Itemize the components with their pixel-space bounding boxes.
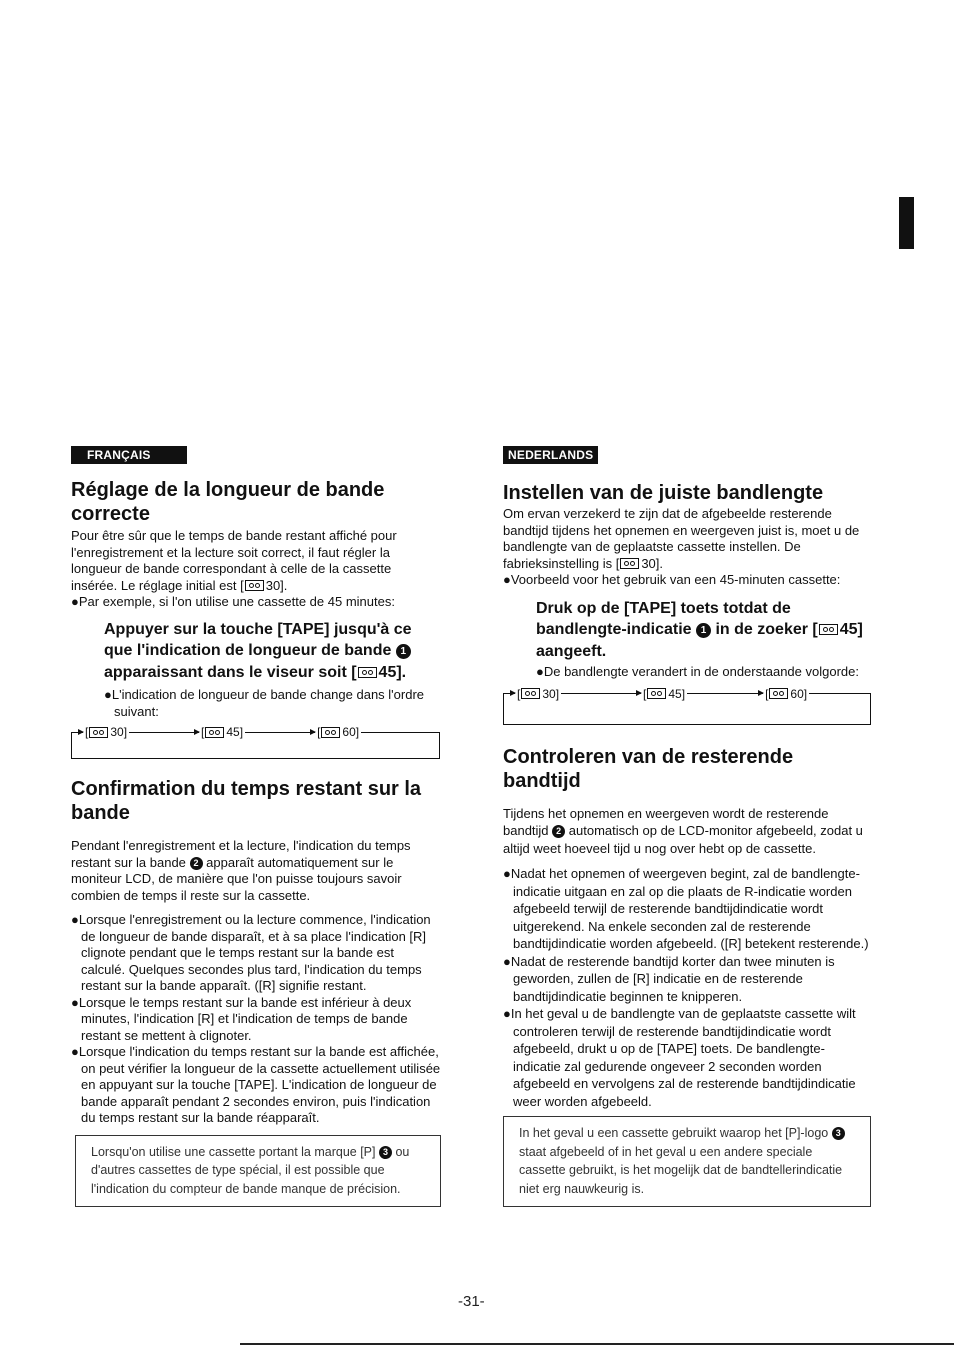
section-title-remaining-time: Confirmation du temps restant sur la bande	[71, 778, 422, 824]
step-instruction: Druk op de [TAPE] toets totdat de bandlengte-indicatie 1 in de zoeker [ 45] aangeeft.	[536, 599, 863, 660]
cassette-tape-icon	[358, 667, 377, 678]
precision-note-box: Lorsqu'on utilise une cassette portant la marque [P] 3 ou d'autres cassettes de type spécial, il est possible que l'indication du compteur de bande manque de précision.	[75, 1135, 441, 1208]
example-text: ●Par exemple, si l'on utilise une cassette de 45 minutes:	[71, 594, 395, 609]
section-tab-marker	[899, 197, 914, 249]
cassette-tape-icon	[321, 727, 340, 738]
precision-note-box: In het geval u een cassette gebruikt waarop het [P]-logo 3 staat afgebeeld of in het geval u een andere speciale cassette gebruikt, is het mogelijk dat de bandtellerindicatie niet erg nauwkeurig is.	[503, 1116, 871, 1207]
cassette-tape-icon	[647, 688, 666, 699]
cassette-tape-icon	[620, 558, 639, 569]
list-item: ●Lorsque le temps restant sur la bande est inférieur à deux minutes, l'indication [R] et l'indication de temps de bande restant se mettent à clignoter.	[71, 994, 412, 1043]
page-number: -31-	[458, 1293, 485, 1310]
intro-paragraph: Om ervan verzekerd te zijn dat de afgebeelde resterende bandtijd tijdens het opnemen en weergeven juist is, moet u de bandlengte van de geplaatste cassette instellen. De fabrieksinstelling is [ 30].	[503, 506, 860, 571]
section-title-tape-length: Réglage de la longueur de bande correcte	[71, 479, 385, 525]
section-title-tape-length: Instellen van de juiste bandlengte	[503, 482, 824, 504]
cassette-tape-icon	[521, 688, 540, 699]
remaining-time-bullets	[503, 865, 871, 1110]
cassette-tape-icon	[245, 580, 264, 591]
circled-number-icon: 2	[552, 825, 565, 838]
remaining-time-intro: Tijdens het opnemen en weergeven wordt de resterende bandtijd 2 automatisch op de LCD-monitor afgebeeld, zodat u altijd weet hoeveel tijd u nog over hebt op de cassette.	[503, 805, 863, 856]
list-item: ●Nadat het opnemen of weergeven begint, zal de bandlengte-indicatie uitgaan en zal op die plaats de R-indicatie worden afgebeeld terwijl de resterende bandtijdindicatie wordt uitgerekend. Na enkele seconden zal de resterende bandtijdindicatie worden afgebeeld. ([R] betekent resterende.)	[503, 866, 869, 951]
list-item: ●Lorsque l'indication du temps restant sur la bande est affichée, on peut vérifier la longueur de la cassette actuellement utilisée en appuyant sur la touche [TAPE]. L'indication de longueur de bande apparaît pendant 2 secondes environ, puis l'indication du temps restant sur la bande réapparaît.	[71, 1044, 441, 1125]
sequence-note: ●L'indication de longueur de bande change dans l'ordre suivant:	[104, 687, 424, 719]
tape-length-sequence: [ 30] [ 45] [ 60]	[503, 686, 871, 725]
tape-length-sequence: [ 30] [ 45] [ 60]	[71, 724, 440, 759]
cassette-tape-icon	[89, 727, 108, 738]
remaining-time-bullets	[71, 912, 441, 1127]
circled-number-icon: 1	[396, 644, 411, 659]
circled-number-icon: 1	[696, 623, 711, 638]
cassette-tape-icon	[205, 727, 224, 738]
cassette-tape-icon	[769, 688, 788, 699]
remaining-time-intro: Pendant l'enregistrement et la lecture, l'indication du temps restant sur la bande 2 apparaît automatiquement sur le moniteur LCD, de manière que l'on puisse toujours savoir combien de temps il reste sur la cassette.	[71, 838, 411, 903]
circled-number-icon: 3	[832, 1127, 845, 1140]
cassette-tape-icon	[819, 624, 838, 635]
dutch-column	[503, 446, 871, 1207]
intro-paragraph: Pour être sûr que le temps de bande restant affiché pour l'enregistrement et la lecture soit correct, il faut régler la longueur de bande correspondant à celle de la cassette insérée. Le réglage initial est [ 30].	[71, 528, 397, 593]
example-text: ●Voorbeeld voor het gebruik van een 45-minuten cassette:	[503, 572, 841, 587]
language-label-dutch: NEDERLANDS	[503, 446, 598, 464]
list-item: ●Lorsque l'enregistrement ou la lecture commence, l'indication de longueur de bande disparaît, et à sa place l'indication [R] clignote pendant que le temps restant sur la bande est calculé. Quelques secondes plus tard, l'indication du temps restant sur la bande apparaît. ([R] signifie restant.	[71, 912, 431, 993]
bottom-rule	[240, 1343, 954, 1345]
language-label-french: FRANÇAIS	[71, 446, 187, 464]
circled-number-icon: 2	[190, 857, 203, 870]
step-instruction: Appuyer sur la touche [TAPE] jusqu'à ce que l'indication de longueur de bande 1 apparaissant dans le viseur soit [ 45].	[104, 620, 412, 681]
circled-number-icon: 3	[379, 1146, 392, 1159]
list-item: ●In het geval u de bandlengte van de geplaatste cassette wilt controleren terwijl de resterende bandtijdindicatie wordt afgebeeld, drukt u op de [TAPE] toets. De bandlengte-indicatie zal gedurende ongeveer 2 seconden worden afgebeeld en vervolgens zal de resterende bandtijdindicatie weer worden afgebeeld.	[503, 1006, 856, 1109]
french-column	[71, 446, 441, 1207]
list-item: ●Nadat de resterende bandtijd korter dan twee minuten is geworden, zullen de [R] indicatie en de resterende bandtijdindicatie beginnen te knipperen.	[503, 953, 835, 1004]
sequence-note: ●De bandlengte verandert in de onderstaande volgorde:	[536, 664, 859, 679]
section-title-remaining-time: Controleren van de resterende bandtijd	[503, 745, 794, 792]
